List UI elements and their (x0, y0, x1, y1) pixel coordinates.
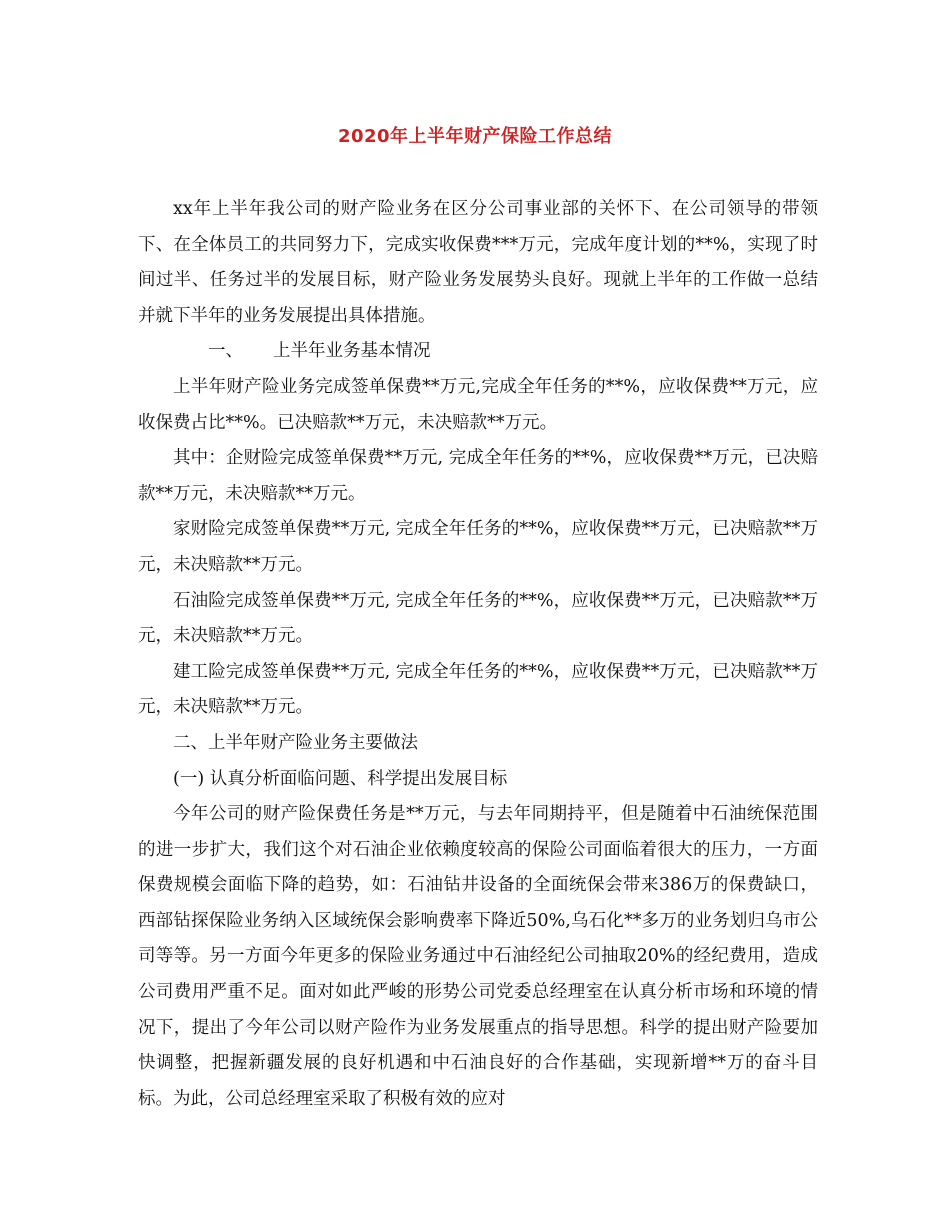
section-1-paragraph-total: 上半年财产险业务完成签单保费**万元,完成全年任务的**%，应收保费**万元，应收保费占比**%。已决赔款**万元，未决赔款**万元。 (138, 376, 818, 433)
intro-paragraph: xx年上半年我公司的财产险业务在区分公司事业部的关怀下、在公司领导的带领下、在全体员工的共同努力下，完成实收保费***万元，完成年度计划的**%，实现了时间过半、任务过半的发展目标，财产险业务发展势头良好。现就上半年的工作做一总结并就下半年的业务发展提出具体措施。 (138, 199, 818, 326)
section-1-heading (138, 334, 818, 370)
section-1-number: 一、 (208, 341, 243, 362)
document-body (138, 192, 818, 1117)
section-1-title: 上半年业务基本情况 (273, 341, 431, 362)
subsection-1-heading: (一) 认真分析面临问题、科学提出发展目标 (173, 768, 508, 789)
document-title: 2020年上半年财产保险工作总结 (337, 126, 613, 147)
section-1-paragraph-petroleum: 石油险完成签单保费**万元, 完成全年任务的**%，应收保费**万元，已决赔款**万元，未决赔款**万元。 (138, 590, 818, 647)
section-2-heading: 二、上半年财产险业务主要做法 (173, 732, 418, 753)
section-1-paragraph-construction: 建工险完成签单保费**万元, 完成全年任务的**%，应收保费**万元，已决赔款**万元，未决赔款**万元。 (138, 661, 818, 718)
section-1-paragraph-household: 家财险完成签单保费**万元, 完成全年任务的**%，应收保费**万元，已决赔款**万元，未决赔款**万元。 (138, 519, 818, 575)
section-1-paragraph-enterprise: 其中：企财险完成签单保费**万元, 完成全年任务的**%，应收保费**万元，已决赔款**万元，未决赔款**万元。 (138, 448, 818, 504)
section-2-paragraph: 今年公司的财产险保费任务是**万元，与去年同期持平，但是随着中石油统保范围的进一步扩大，我们这个对石油企业依赖度较高的保险公司面临着很大的压力，一方面保费规模会面临下降的趋势，如：石油钻井设备的全面统保会带来386万的保费缺口，西部钻探保险业务纳入区域统保会影响费率下降近50%,乌石化**多万的业务划归乌市公司等等。另一方面今年更多的保险业务通过中石油经纪公司抽取20%的经纪费用，造成公司费用严重不足。面对如此严峻的形势公司党委总经理室在认真分析市场和环境的情况下，提出了今年公司以财产险作为业务发展重点的指导思想。科学的提出财产险要加快调整，把握新疆发展的良好机遇和中石油良好的合作基础，实现新增**万的奋斗目标。为此，公司总经理室采取了积极有效的应对 (138, 804, 818, 1109)
